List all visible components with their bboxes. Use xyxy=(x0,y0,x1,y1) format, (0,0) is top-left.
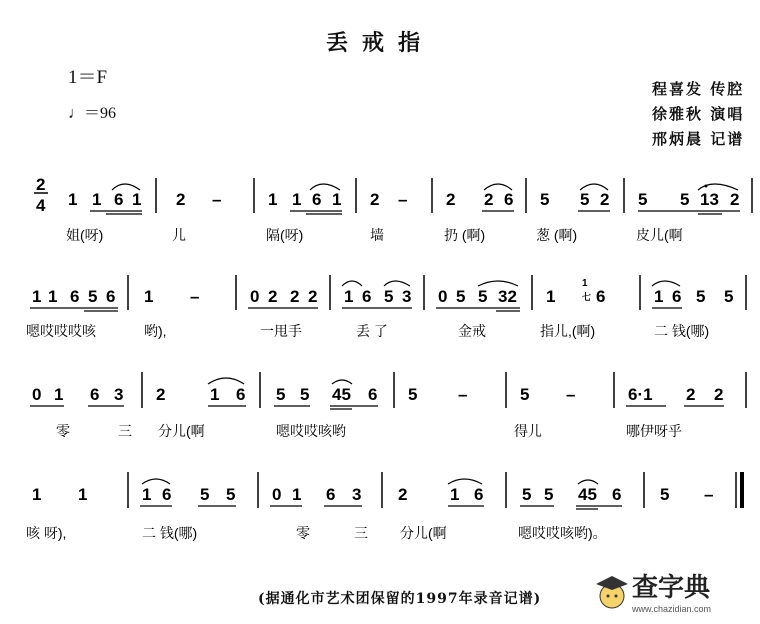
note: 5 xyxy=(88,287,98,306)
song-title: 丢戒指 xyxy=(325,30,434,56)
lyric: 哟), xyxy=(144,323,167,339)
note: 1 xyxy=(132,190,142,209)
note: – xyxy=(566,385,576,404)
note: – xyxy=(212,190,222,209)
lyric: 儿 xyxy=(172,227,186,243)
time-sig-bottom: 4 xyxy=(36,196,46,215)
note: – xyxy=(704,485,714,504)
note: 3 xyxy=(114,385,124,404)
note: 1 xyxy=(292,190,302,209)
note: 5 xyxy=(540,190,550,209)
note: 2 xyxy=(290,287,300,306)
credit-arranger: 程喜发 传腔 xyxy=(652,80,745,98)
note: 6 xyxy=(236,385,246,404)
lyric: 葱 (啊) xyxy=(536,227,578,243)
note: 5 xyxy=(408,385,418,404)
note: 6 xyxy=(70,287,80,306)
note: 13 xyxy=(700,190,719,209)
note: 6 xyxy=(114,190,124,209)
system-3 xyxy=(30,372,746,409)
note: 2 xyxy=(176,190,186,209)
lyric: 指儿,(啊) xyxy=(540,323,596,339)
note: – xyxy=(190,287,200,306)
lyric: 墙 xyxy=(370,227,384,243)
note: 6 xyxy=(368,385,378,404)
note: 6 xyxy=(672,287,682,306)
lyric: 得儿 xyxy=(514,423,542,439)
note: 5 xyxy=(580,190,590,209)
note: 0 xyxy=(272,485,282,504)
note: 5 xyxy=(520,385,530,404)
note: 2 xyxy=(446,190,456,209)
source-note: (据通化市艺术团保留的1997年录音记谱) xyxy=(258,591,542,607)
note: 6 xyxy=(362,287,372,306)
lyric: 零 xyxy=(56,423,70,439)
lyric: 二 钱(哪) xyxy=(654,323,710,339)
watermark-name: 查字典 xyxy=(632,573,711,603)
note: 2 xyxy=(714,385,724,404)
note: 5 xyxy=(226,485,236,504)
lyric: 嗯哎哎咳哟 xyxy=(276,423,346,439)
lyric: 零 xyxy=(296,525,310,541)
note: 2 xyxy=(686,385,696,404)
note: 5 xyxy=(660,485,670,504)
note: 1 xyxy=(78,485,88,504)
lyric: 姐(呀) xyxy=(66,227,104,243)
note: 5 xyxy=(724,287,734,306)
note: 5 xyxy=(200,485,210,504)
note: 5 xyxy=(696,287,706,306)
note: 2 xyxy=(730,190,740,209)
note: 6 xyxy=(162,485,172,504)
note: – xyxy=(398,190,408,209)
note: 1 xyxy=(292,485,302,504)
note: 45 xyxy=(332,385,351,404)
watermark-url: www.chazidian.com xyxy=(632,604,712,614)
note: 45 xyxy=(578,485,597,504)
graduate-cap-icon xyxy=(596,576,628,608)
note: 2 xyxy=(484,190,494,209)
note: 1 xyxy=(268,190,278,209)
lyric: 皮儿(啊 xyxy=(636,227,683,243)
note: 1 xyxy=(144,287,154,306)
lyric: 哪伊呀乎 xyxy=(626,423,682,439)
note: 1 xyxy=(654,287,664,306)
system-2-lyrics xyxy=(26,323,709,339)
note: 3 xyxy=(352,485,362,504)
note: 2 xyxy=(268,287,278,306)
note: 1 xyxy=(32,287,42,306)
note: 1 xyxy=(68,190,78,209)
note: 6 xyxy=(106,287,116,306)
note: 0 xyxy=(32,385,42,404)
note: 5 xyxy=(478,287,488,306)
system-1 xyxy=(68,178,752,214)
system-1-lyrics xyxy=(66,227,683,243)
lyric: 分儿(啊 xyxy=(158,423,205,439)
lyric: 嗯哎哎咳哟)。 xyxy=(518,525,607,541)
note: 5 xyxy=(456,287,466,306)
note: 6·1 xyxy=(628,385,653,404)
note: 6 xyxy=(612,485,622,504)
note: 32 xyxy=(498,287,517,306)
lyric: 金戒 xyxy=(458,323,486,339)
watermark-logo xyxy=(592,568,752,618)
note: 1 xyxy=(546,287,556,306)
note: – xyxy=(458,385,468,404)
lyric: 分儿(啊 xyxy=(400,525,447,541)
note: 0 xyxy=(250,287,260,306)
note: 1 xyxy=(92,190,102,209)
system-4-lyrics xyxy=(26,525,607,541)
note: 2 xyxy=(370,190,380,209)
note: 1 xyxy=(332,190,342,209)
note: 6 xyxy=(326,485,336,504)
note: 5 xyxy=(638,190,648,209)
note: 1 xyxy=(54,385,64,404)
note: 6 xyxy=(596,287,606,306)
note: 5 xyxy=(384,287,394,306)
grace-note: 七 xyxy=(582,292,592,302)
note: 1 xyxy=(48,287,58,306)
credit-transcriber: 邢炳晨 记谱 xyxy=(652,130,745,148)
lyric: 一甩手 xyxy=(260,323,302,339)
note: 5 xyxy=(522,485,532,504)
quarter-note-icon: ♩ xyxy=(68,105,84,122)
note: 3 xyxy=(402,287,412,306)
note: 5 xyxy=(276,385,286,404)
note: 5 xyxy=(544,485,554,504)
lyric: 扔 (啊) xyxy=(444,227,486,243)
lyric: 丢 了 xyxy=(356,323,388,339)
note: 5 xyxy=(300,385,310,404)
note: 1 xyxy=(450,485,460,504)
credit-singer: 徐雅秋 演唱 xyxy=(652,105,745,123)
lyric: 隔(呀) xyxy=(266,227,304,243)
note: 2 xyxy=(308,287,318,306)
lyric: 三 xyxy=(354,525,368,541)
note: 6 xyxy=(504,190,514,209)
note: 5 xyxy=(680,190,690,209)
system-3-lyrics xyxy=(56,423,682,439)
lyric: 二 钱(哪) xyxy=(142,525,198,541)
note: 1 xyxy=(142,485,152,504)
system-4 xyxy=(32,472,742,509)
system-2 xyxy=(30,275,746,311)
note: 2 xyxy=(398,485,408,504)
lyric: 嗯哎哎哎咳 xyxy=(26,323,96,339)
note: 2 xyxy=(600,190,610,209)
time-sig-top: 2 xyxy=(36,175,46,194)
note: 0 xyxy=(438,287,448,306)
note: 6 xyxy=(90,385,100,404)
tempo-value: ＝96 xyxy=(84,105,117,122)
note: 1 xyxy=(210,385,220,404)
note: 6 xyxy=(474,485,484,504)
grace-note: 1 xyxy=(582,278,588,289)
note: 2 xyxy=(156,385,166,404)
note: 1 xyxy=(32,485,42,504)
key-signature: 1＝F xyxy=(68,67,108,88)
lyric: 三 xyxy=(118,423,132,439)
lyric: 咳 呀), xyxy=(26,525,67,541)
note: 1 xyxy=(344,287,354,306)
note: 6 xyxy=(312,190,322,209)
